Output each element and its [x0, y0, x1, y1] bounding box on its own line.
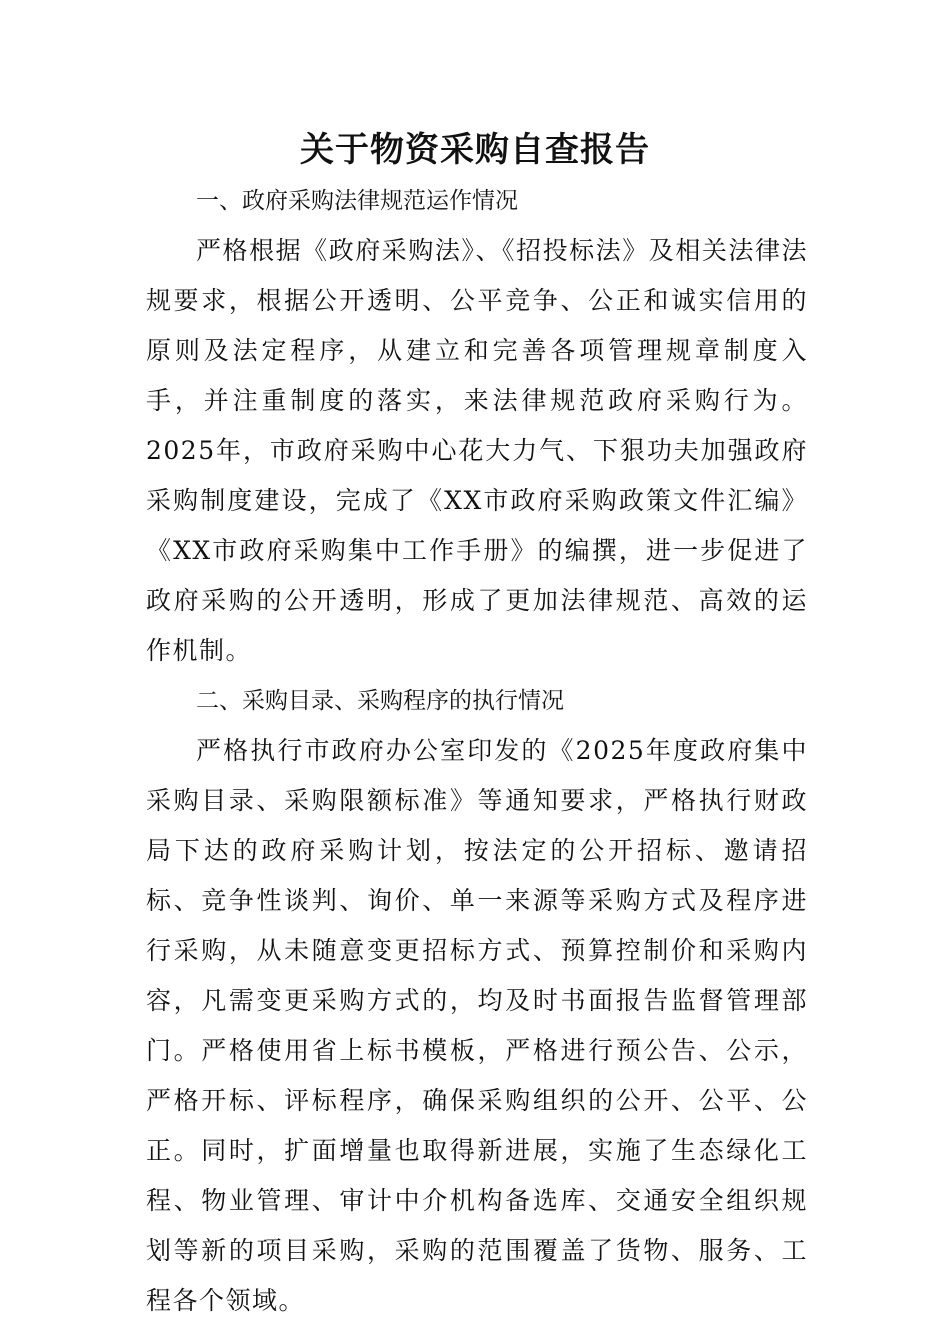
document-title: 关于物资采购自查报告 — [300, 130, 650, 170]
section-heading-2: 二、采购目录、采购程序的执行情况 — [196, 688, 564, 714]
section-paragraph-1: 严格根据《政府采购法》、《招投标法》及相关法律法规要求，根据公开透明、公平竞争、公正和诚实信用的原则及法定程序，从建立和完善各项管理规章制度入手，并注重制度的落实，来法律规范政府采购行为。2025年，市政府采购中心花大力气、下狠功夫加强政府采购制度建设，完成了《XX市政府采购政策文件汇编》《XX市政府采购集中工作手册》的编撰，进一步促进了政府采购的公开透明，形成了更加法律规范、高效的运作机制。 — [146, 236, 808, 665]
section-heading-1: 一、政府采购法律规范运作情况 — [196, 188, 518, 214]
document-body — [146, 176, 808, 1326]
section-paragraph-2: 严格执行市政府办公室印发的《2025年度政府集中采购目录、采购限额标准》等通知要求，严格执行财政局下达的政府采购计划，按法定的公开招标、邀请招标、竞争性谈判、询价、单一来源等采购方式及程序进行采购，从未随意变更招标方式、预算控制价和采购内容，凡需变更采购方式的，均及时书面报告监督管理部门。严格使用省上标书模板，严格进行预公告、公示，严格开标、评标程序，确保采购组织的公开、公平、公正。同时，扩面增量也取得新进展，实施了生态绿化工程、物业管理、审计中介机构备选库、交通安全组织规划等新的项目采购，采购的范围覆盖了货物、服务、工程各个领域。 — [146, 736, 808, 1315]
